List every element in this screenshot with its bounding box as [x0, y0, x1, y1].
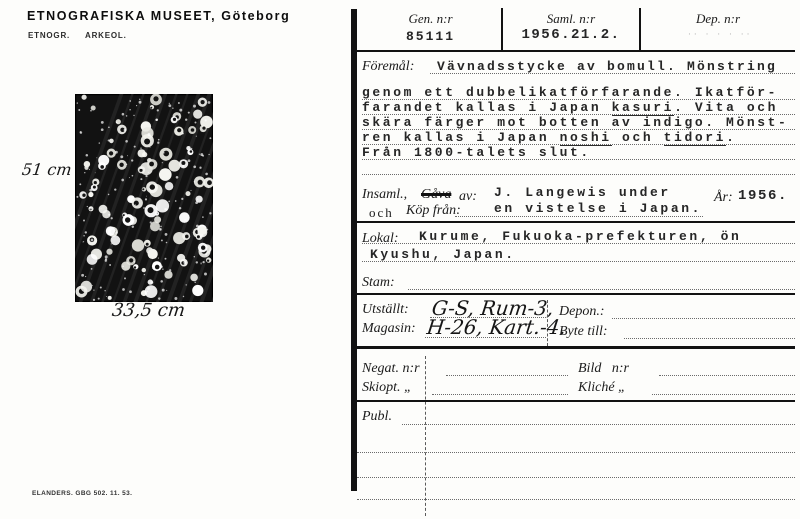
dotted-rule	[362, 174, 795, 175]
utstallt-value: G-S, Rum-3,	[430, 296, 556, 320]
foremal-line3-pre: farandet kallas i Japan	[362, 100, 612, 115]
kliche-label: Kliché „	[578, 380, 626, 395]
dotted-rule	[612, 318, 795, 319]
dept-arkeol-label: ARKEOL.	[85, 31, 127, 40]
dotted-rule	[432, 394, 568, 395]
foremal-line5	[362, 130, 736, 145]
printer-mark: ELANDERS. GBG 502. 11. 53.	[32, 490, 133, 497]
dep-nr-label: Dep. n:r	[695, 11, 741, 26]
dotted-rule	[357, 477, 795, 478]
dotted-rule	[357, 452, 795, 453]
byte-till-label: Byte till:	[559, 324, 608, 339]
foremal-line6: Från 1800-talets slut.	[362, 145, 591, 160]
dotted-rule	[357, 499, 795, 500]
lokal-value-line2: Kyushu, Japan.	[370, 247, 516, 262]
ar-value: 1956.	[738, 188, 789, 204]
insaml-och-label: och	[369, 205, 394, 220]
foremal-line5-post: .	[726, 130, 737, 145]
dotted-rule	[362, 159, 795, 160]
negat-nr-label: Negat. n:r	[362, 361, 420, 376]
dotted-rule	[659, 375, 795, 376]
foremal-label: Föremål:	[362, 59, 415, 74]
foremal-term-noshi: noshi	[559, 130, 612, 145]
depon-label: Depon.:	[559, 304, 605, 319]
dotted-rule	[362, 243, 795, 244]
saml-nr-label: Saml. n:r	[546, 11, 596, 26]
dotted-rule	[446, 375, 568, 376]
dotted-rule	[402, 424, 795, 425]
insaml-value-line2: en vistelse i Japan.	[494, 201, 703, 216]
insaml-value-line1: J. Langewis under	[494, 185, 671, 200]
insaml-label: Insaml.,	[362, 187, 408, 202]
gen-nr-label: Gen. n:r	[408, 11, 453, 26]
dotted-rule	[652, 394, 795, 395]
ar-label: År:	[714, 190, 733, 205]
magasin-label: Magasin:	[362, 321, 416, 336]
lokal-value-line1: Kurume, Fukuoka-prefekturen, ön	[419, 229, 742, 244]
dotted-rule	[408, 289, 795, 290]
kop-fran-label: Köp från:	[406, 203, 461, 218]
vertical-dashed-divider	[425, 356, 426, 516]
dotted-rule	[425, 337, 546, 338]
foremal-line5-pre: ren kallas i Japan	[362, 130, 560, 145]
utstallt-label: Utställt:	[362, 302, 409, 317]
dep-nr-pencil-marks: ·· · · · ··	[688, 30, 753, 40]
header-bottom-rule	[357, 50, 795, 52]
stam-label: Stam:	[362, 275, 395, 290]
museum-title: ETNOGRAFISKA MUSEET, Göteborg	[27, 9, 291, 23]
foremal-term-tidori: tidori	[663, 130, 727, 145]
dotted-rule	[362, 261, 795, 262]
section-divider	[357, 221, 795, 223]
bild-nr-label: Bild n:r	[578, 361, 629, 376]
insaml-av-label: av:	[459, 189, 477, 204]
foremal-line2: genom ett dubbelikatförfarande. Ikatför-	[362, 85, 779, 100]
dotted-rule	[455, 216, 703, 217]
skiopt-label: Skiopt. „	[362, 380, 412, 395]
fabric-swatch-image	[75, 94, 213, 302]
saml-nr-value: 1956.21.2.	[521, 27, 621, 43]
foremal-line4: skära färger mot botten av indigo. Mönst-	[362, 115, 789, 130]
gen-nr-value: 85111	[405, 29, 455, 44]
foremal-line5-mid: och	[611, 130, 664, 145]
publ-label: Publ.	[362, 409, 392, 424]
dotted-rule	[624, 338, 795, 339]
magasin-value: H-26, Kart.-4.	[425, 315, 568, 339]
foremal-term-kasuri: kasuri	[611, 100, 675, 115]
width-dimension-label: 33,5 cm	[110, 300, 187, 321]
foremal-line3	[362, 100, 778, 115]
foremal-line3-post: . Vita och	[674, 100, 779, 115]
foremal-line1: Vävnadsstycke av bomull. Mönstring	[437, 59, 778, 74]
dotted-rule	[430, 73, 795, 74]
dept-etnogr-label: ETNOGR.	[28, 31, 71, 40]
section-divider	[357, 400, 795, 402]
section-divider	[357, 346, 795, 349]
lokal-label: Lokal:	[362, 231, 399, 246]
insaml-gava-struck-label: Gåva	[421, 187, 452, 202]
section-divider	[357, 293, 795, 295]
height-dimension-label: 51 cm	[20, 160, 73, 179]
card-left-edge-rule	[351, 9, 357, 491]
